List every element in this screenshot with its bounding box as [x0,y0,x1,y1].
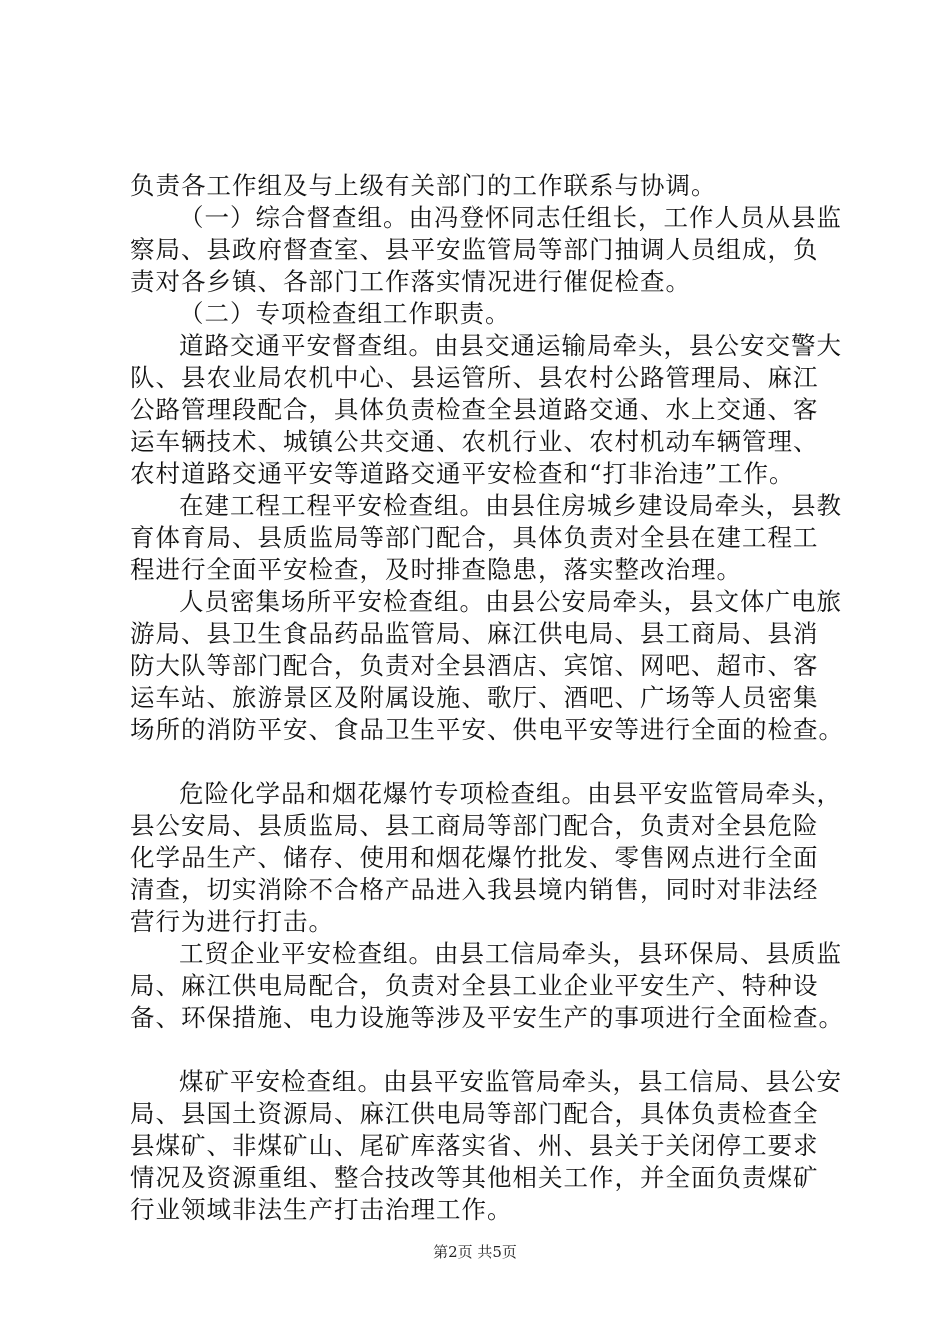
text-line: 防大队等部门配合，负责对全县酒店、宾馆、网吧、超市、客 [130,651,819,680]
text-line: 化学品生产、储存、使用和烟花爆竹批发、零售网点进行全面 [130,843,819,872]
text-line: 运车站、旅游景区及附属设施、歌厅、酒吧、广场等人员密集 [130,683,819,712]
text-line: 营行为进行打击。 [130,907,334,936]
text-line: 负责各工作组及与上级有关部门的工作联系与协调。 [130,171,717,200]
text-line: 队、县农业局农机中心、县运管所、县农村公路管理局、麻江 [130,363,819,392]
text-line: 农村道路交通平安等道路交通平安检查和“打非治违”工作。 [130,459,795,488]
text-line: 道路交通平安督查组。由县交通运输局牵头，县公安交警大 [179,331,842,360]
text-line: 在建工程工程平安检查组。由县住房城乡建设局牵头，县教 [179,491,842,520]
text-line: 游局、县卫生食品药品监管局、麻江供电局、县工商局、县消 [130,619,819,648]
paragraph-gap [130,746,820,778]
document-body [130,170,844,1226]
text-line: 局、麻江供电局配合，负责对全县工业企业平安生产、特种设 [130,971,819,1000]
text-line: 危险化学品和烟花爆竹专项检查组。由县平安监管局牵头， [179,779,842,808]
page-number-footer: 第2页 共5页 [433,1243,517,1261]
text-line: 备、环保措施、电力设施等涉及平安生产的事项进行全面检查。 [130,1003,844,1032]
text-line: 责对各乡镇、各部门工作落实情况进行催促检查。 [130,267,691,296]
text-line: 运车辆技术、城镇公共交通、农机行业、农村机动车辆管理、 [130,427,819,456]
text-line: 工贸企业平安检查组。由县工信局牵头，县环保局、县质监 [179,939,842,968]
text-line: 察局、县政府督查室、县平安监管局等部门抽调人员组成，负 [130,235,819,264]
text-line: （一）综合督查组。由冯登怀同志任组长，工作人员从县监 [179,203,842,232]
text-line: 局、县国土资源局、麻江供电局等部门配合，具体负责检查全 [130,1099,819,1128]
text-line: 程进行全面平安检查，及时排查隐患，落实整改治理。 [130,555,742,584]
paragraph-gap [130,1034,820,1066]
text-line: 煤矿平安检查组。由县平安监管局牵头，县工信局、县公安 [179,1067,842,1096]
text-line: 场所的消防平安、食品卫生平安、供电平安等进行全面的检查。 [130,715,844,744]
text-line: 公路管理段配合，具体负责检查全县道路交通、水上交通、客 [130,395,819,424]
text-line: 育体育局、县质监局等部门配合，具体负责对全县在建工程工 [130,523,819,552]
text-line: 情况及资源重组、整合技改等其他相关工作，并全面负责煤矿 [130,1163,819,1192]
text-line: （二）专项检查组工作职责。 [179,299,511,328]
text-line: 行业领域非法生产打击治理工作。 [130,1195,513,1224]
text-line: 人员密集场所平安检查组。由县公安局牵头，县文体广电旅 [179,587,842,616]
text-line: 县公安局、县质监局、县工商局等部门配合，负责对全县危险 [130,811,819,840]
text-line: 清查，切实消除不合格产品进入我县境内销售，同时对非法经 [130,875,819,904]
text-line: 县煤矿、非煤矿山、尾矿库落实省、州、县关于关闭停工要求 [130,1131,819,1160]
